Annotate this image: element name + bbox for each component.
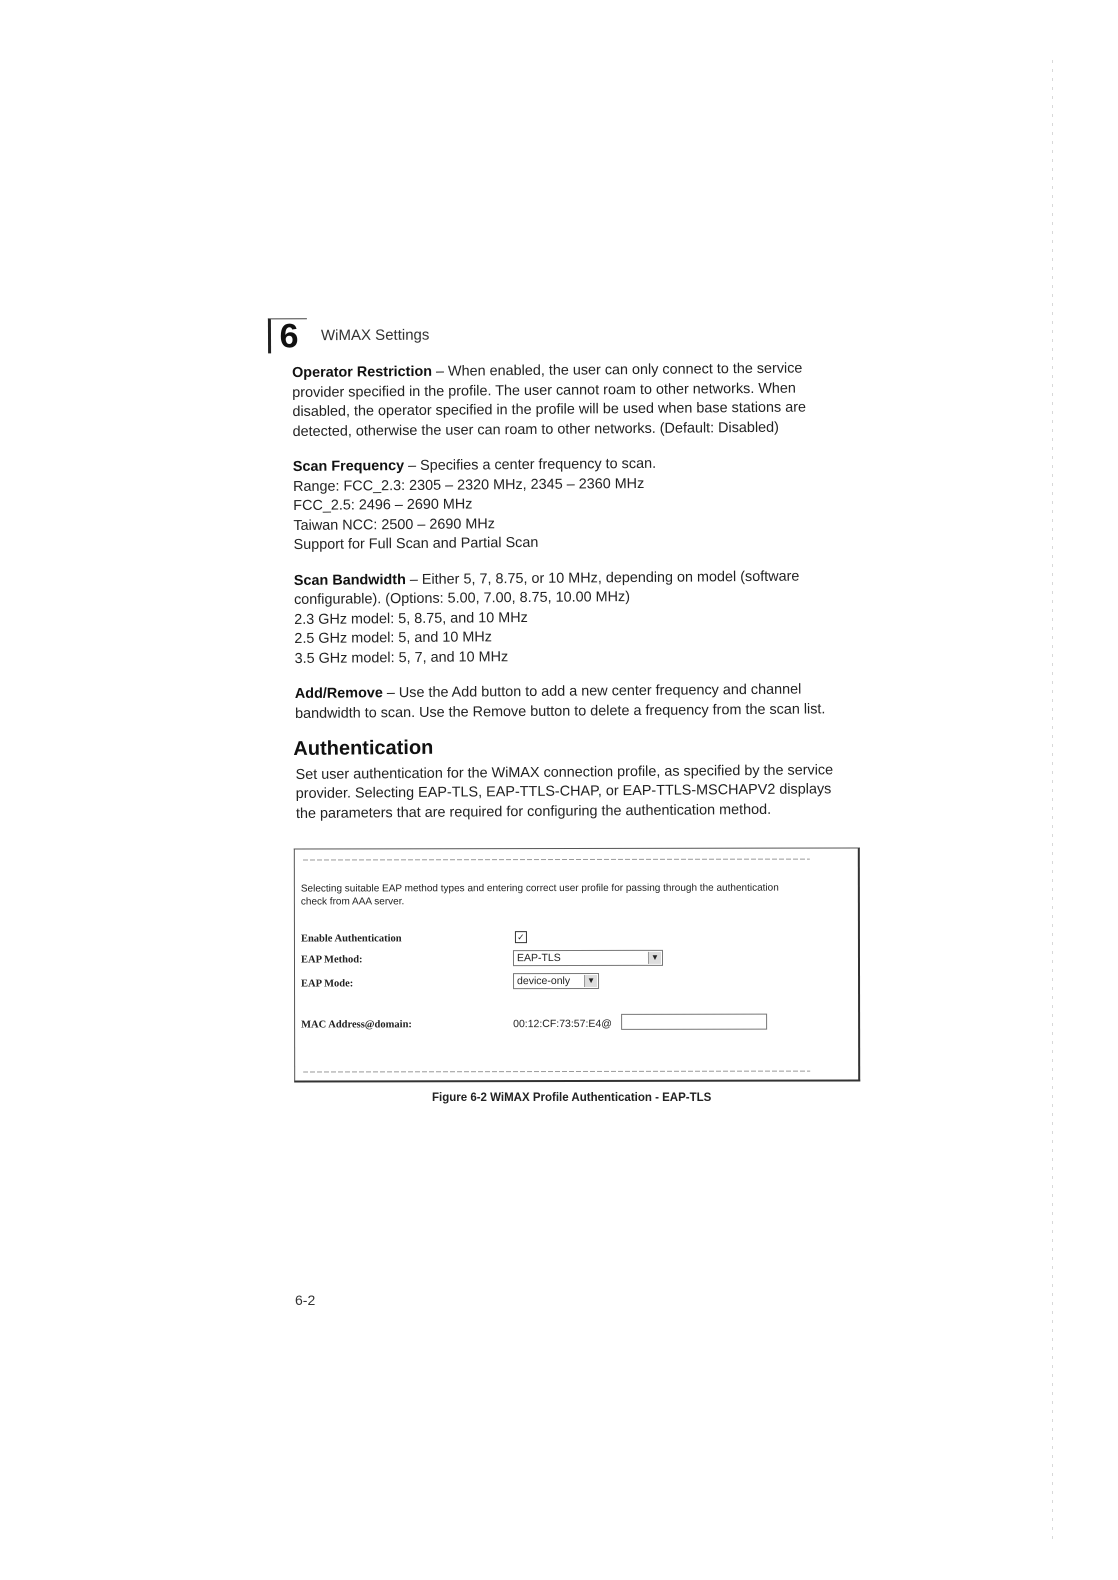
page-number: 6-2	[295, 1292, 316, 1308]
eap-mode-value: device-only	[517, 975, 571, 988]
term-scan-frequency: Scan Frequency	[292, 458, 405, 475]
chapter-header	[268, 318, 430, 354]
mac-domain-input[interactable]	[621, 1014, 767, 1030]
paragraph-authentication: Set user authentication for the WiMAX connection profile, as specified by the service provider. Selecting EAP-TLS, EAP-TTLS-CHAP, or EAP-TTLS-MSCHAPV2 displays the parameters that are required for configuring the authentication method.	[295, 761, 834, 822]
eap-method-select[interactable]	[513, 950, 663, 966]
chapter-number: 6	[268, 318, 307, 353]
eap-method-label: EAP Method:	[300, 954, 363, 966]
eap-mode-label: EAP Mode:	[301, 978, 354, 990]
term-add-remove: Add/Remove	[294, 685, 383, 702]
chevron-down-icon[interactable]: ▼	[648, 952, 661, 964]
paragraph-scan-bandwidth: Scan Bandwidth – Either 5, 7, 8.75, or 10 MHz, depending on model (software configurable). (Options: 5.00, 7.00, 8.75, 10.00 MHz) 2.3 GHz model: 5, 8.75, and 10 MHz 2.5 GHz model: 5, and 10 MHz 3.5 GHz model: 5, 7, and 10 MHz	[293, 568, 800, 667]
figure-bottom-rule	[303, 1071, 810, 1073]
mac-address-label: MAC Address@domain:	[301, 1019, 412, 1031]
enable-authentication-label: Enable Authentication	[300, 933, 402, 945]
chevron-down-icon[interactable]: ▼	[584, 975, 597, 987]
eap-mode-select[interactable]	[513, 973, 599, 989]
term-scan-bandwidth: Scan Bandwidth	[293, 571, 406, 589]
page-edge-line	[1052, 60, 1053, 1540]
figure-caption: Figure 6-2 WiMAX Profile Authentication - EAP-TLS	[432, 1092, 712, 1104]
paragraph-operator-restriction: Operator Restriction – When enabled, the user can only connect to the service provider specified in the profile. The user cannot roam to other networks. When disabled, the operator specified in the profile will be used when base stations are detected, otherwise the user can roam to other networks. (Default: Disabled)	[292, 360, 807, 440]
chapter-title: WiMAX Settings	[320, 326, 430, 345]
eap-method-value: EAP-TLS	[516, 952, 561, 965]
figure-description: Selecting suitable EAP method types and entering correct user profile for passing through the authentication check from AAA server.	[300, 882, 779, 908]
mac-address-prefix: 00:12:CF:73:57:E4@	[513, 1017, 612, 1031]
paragraph-scan-frequency: Scan Frequency – Specifies a center frequency to scan. Range: FCC_2.3: 2305 – 2320 MHz, 2345 – 2360 MHz FCC_2.5: 2496 – 2690 MHz Taiwan NCC: 2500 – 2690 MHz Support for Full Scan and Partial Scan	[292, 455, 657, 553]
enable-authentication-checkbox[interactable]: ✓	[515, 931, 527, 943]
figure-top-rule	[303, 859, 810, 861]
section-heading-authentication: Authentication	[293, 736, 434, 761]
term-operator-restriction: Operator Restriction	[292, 363, 433, 381]
paragraph-add-remove: Add/Remove – Use the Add button to add a new center frequency and channel bandwidth to scan. Use the Remove button to delete a frequency from the scan list.	[294, 681, 826, 722]
body-content	[292, 359, 866, 840]
figure-screenshot-panel	[294, 848, 860, 1083]
